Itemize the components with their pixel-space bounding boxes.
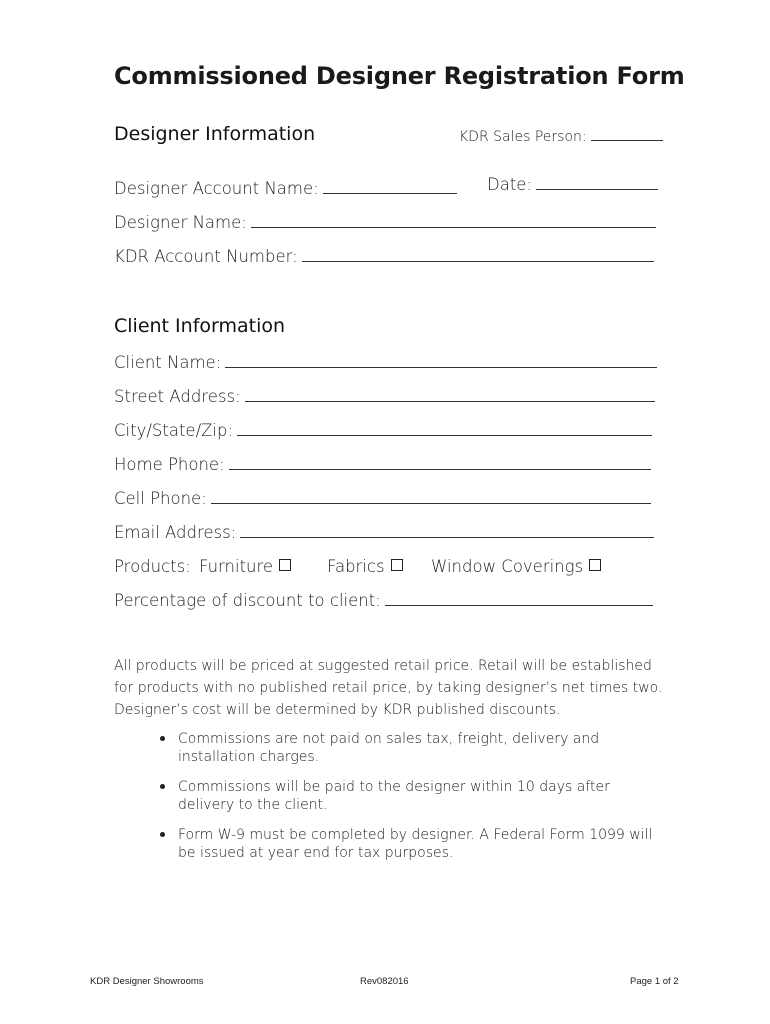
client-info-heading: Client Information	[114, 315, 286, 337]
cell-phone-row	[114, 489, 651, 508]
account-name-label: Designer Account Name:	[114, 179, 319, 198]
city-label: City/State/Zip:	[114, 421, 234, 440]
home-phone-row	[114, 455, 651, 474]
city-row	[114, 421, 652, 440]
bullet-text: Commissions will be paid to the designer within 10 days after delivery to the client.	[178, 779, 610, 813]
date-label: Date:	[487, 175, 532, 194]
designer-name-label: Designer Name:	[114, 213, 247, 232]
designer-name-field[interactable]	[251, 213, 656, 228]
list-item	[158, 778, 658, 814]
sales-person-label: KDR Sales Person:	[459, 129, 587, 145]
client-name-label: Client Name:	[114, 353, 222, 372]
list-item	[158, 826, 658, 862]
designer-name-row	[114, 213, 656, 232]
email-row	[114, 523, 654, 542]
bullet-icon	[160, 736, 165, 741]
cell-phone-label: Cell Phone:	[114, 489, 207, 508]
bullet-icon	[160, 784, 165, 789]
street-row	[114, 387, 655, 406]
furniture-label: Furniture	[199, 557, 274, 576]
window-option	[431, 557, 601, 576]
account-number-field[interactable]	[302, 247, 654, 262]
fabrics-option	[327, 557, 403, 576]
products-label: Products:	[114, 557, 191, 576]
bullet-text: Form W-9 must be completed by designer. A Federal Form 1099 will be issued at year end for tax purposes.	[178, 827, 653, 861]
products-row	[114, 557, 191, 576]
date-row	[487, 175, 658, 194]
terms-bullet-list	[158, 730, 658, 874]
footer-page-number: Page 1 of 2	[630, 976, 679, 987]
designer-info-heading: Designer Information	[114, 123, 316, 145]
fabrics-checkbox[interactable]	[391, 559, 403, 571]
discount-field[interactable]	[385, 591, 653, 606]
sales-person-field[interactable]	[591, 126, 663, 141]
discount-label: Percentage of discount to client:	[114, 591, 381, 610]
home-phone-label: Home Phone:	[114, 455, 225, 474]
client-name-row	[114, 353, 657, 372]
email-label: Email Address:	[114, 523, 237, 542]
street-field[interactable]	[245, 387, 655, 402]
city-field[interactable]	[237, 421, 652, 436]
account-number-label: KDR Account Number:	[114, 247, 298, 266]
furniture-option	[199, 557, 291, 576]
street-label: Street Address:	[114, 387, 241, 406]
cell-phone-field[interactable]	[211, 489, 651, 504]
date-field[interactable]	[536, 175, 658, 190]
footer-left: KDR Designer Showrooms	[90, 976, 204, 987]
window-label: Window Coverings	[431, 557, 584, 576]
home-phone-field[interactable]	[229, 455, 651, 470]
form-title: Commissioned Designer Registration Form	[114, 62, 685, 90]
list-item	[158, 730, 658, 766]
account-name-row	[114, 179, 457, 198]
account-number-row	[114, 247, 654, 266]
client-name-field[interactable]	[225, 353, 657, 368]
furniture-checkbox[interactable]	[279, 559, 291, 571]
email-field[interactable]	[240, 523, 654, 538]
window-checkbox[interactable]	[589, 559, 601, 571]
account-name-field[interactable]	[323, 179, 457, 194]
sales-person-row	[459, 126, 663, 145]
terms-paragraph: All products will be priced at suggested retail price. Retail will be established for products with no published retail price, by taking designer’s net times two. Designer’s cost will be determined by KDR published discounts.	[114, 658, 663, 718]
footer-center: Rev082016	[360, 976, 409, 987]
discount-row	[114, 591, 653, 610]
fabrics-label: Fabrics	[327, 557, 385, 576]
bullet-icon	[160, 832, 165, 837]
bullet-text: Commissions are not paid on sales tax, freight, delivery and installation charges.	[178, 731, 600, 765]
